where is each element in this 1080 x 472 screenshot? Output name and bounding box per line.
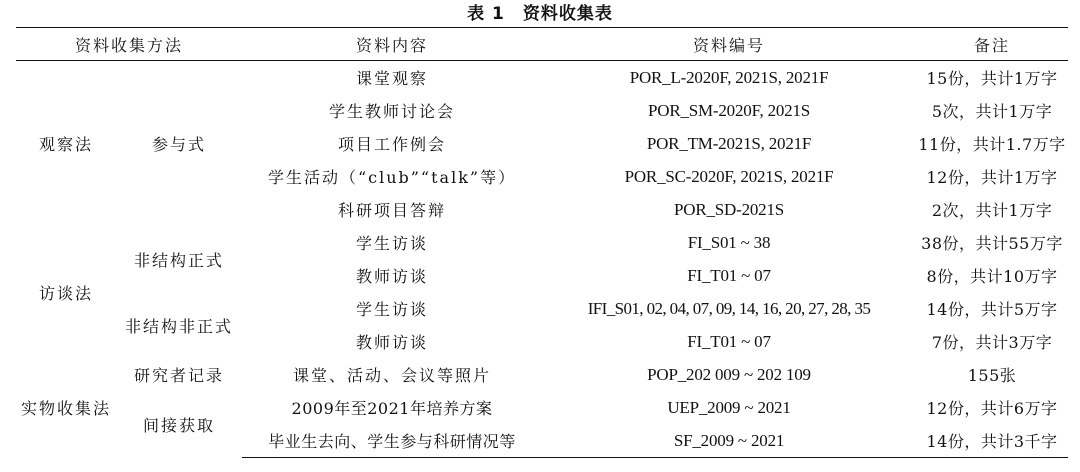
table-number: 表 1 xyxy=(467,4,505,24)
header-note: 备注 xyxy=(916,28,1068,61)
note-cell: 5次，共计1万字 xyxy=(931,102,1053,121)
note-cell: 15份，共计1万字 xyxy=(926,69,1058,88)
code-cell: POP_202 009 ~ 202 109 xyxy=(647,364,811,384)
table-row xyxy=(16,226,1068,259)
header-method: 资料收集方法 xyxy=(16,28,242,61)
note-cell: 14份，共计5万字 xyxy=(926,300,1058,319)
submethod-cell: 间接获取 xyxy=(143,415,216,435)
note-cell: 12份，共计1万字 xyxy=(926,168,1058,187)
code-cell: SF_2009 ~ 2021 xyxy=(542,424,916,458)
content-cell: 2009年至2021年培养方案 xyxy=(291,399,493,418)
note-cell: 14份，共计3千字 xyxy=(916,424,1068,458)
header-row xyxy=(16,28,1068,61)
note-cell: 38份，共计55万字 xyxy=(921,234,1063,253)
content-cell: 学生访谈 xyxy=(356,234,429,253)
method-cell: 实物收集法 xyxy=(20,399,111,419)
table-row xyxy=(16,61,1068,95)
code-cell: FI_S01 ~ 38 xyxy=(687,232,771,252)
header-code: 资料编号 xyxy=(542,28,916,61)
content-cell: 教师访谈 xyxy=(356,267,429,286)
code-cell: POR_L-2020F, 2021S, 2021F xyxy=(629,67,829,87)
table-title: 资料收集表 xyxy=(522,4,613,24)
submethod-cell: 研究者记录 xyxy=(134,366,225,385)
code-cell: UEP_2009 ~ 2021 xyxy=(667,397,791,417)
content-cell: 科研项目答辩 xyxy=(338,201,447,220)
note-cell: 2次，共计1万字 xyxy=(931,201,1053,220)
note-cell: 155张 xyxy=(967,366,1017,385)
table-row xyxy=(16,292,1068,325)
content-cell: 教师访谈 xyxy=(356,333,429,352)
content-cell: 毕业生去向、学生参与科研情况等 xyxy=(242,424,542,458)
table-row xyxy=(16,391,1068,424)
code-cell: FI_T01 ~ 07 xyxy=(687,331,771,351)
note-cell: 12份，共计6万字 xyxy=(926,399,1058,418)
method-cell: 访谈法 xyxy=(38,283,93,303)
submethod-cell: 非结构非正式 xyxy=(125,316,234,336)
code-cell: POR_TM-2021S, 2021F xyxy=(646,133,812,153)
note-cell: 7份，共计3万字 xyxy=(931,333,1053,352)
content-cell: 学生活动（“club”“talk”等） xyxy=(267,168,517,187)
content-cell: 学生访谈 xyxy=(356,300,429,319)
code-cell: FI_T01 ~ 07 xyxy=(687,265,771,285)
header-content: 资料内容 xyxy=(242,28,542,61)
code-cell: POR_SD-2021S xyxy=(674,199,785,219)
submethod-cell: 非结构正式 xyxy=(134,250,225,270)
code-cell: POR_SC-2020F, 2021S, 2021F xyxy=(624,166,834,186)
content-cell: 学生教师讨论会 xyxy=(329,102,456,121)
note-cell: 8份，共计10万字 xyxy=(926,267,1058,286)
content-cell: 课堂观察 xyxy=(356,69,429,88)
note-cell: 11份，共计1.7万字 xyxy=(918,135,1066,154)
table-caption xyxy=(0,3,1080,25)
content-cell: 项目工作例会 xyxy=(338,135,447,154)
table-row xyxy=(16,358,1068,391)
content-cell: 课堂、活动、会议等照片 xyxy=(293,366,492,385)
code-cell: POR_SM-2020F, 2021S xyxy=(647,100,811,120)
method-cell: 观察法 xyxy=(38,135,93,154)
code-cell: IFI_S01, 02, 04, 07, 09, 14, 16, 20, 27, 28, 35 xyxy=(587,298,871,318)
submethod-cell: 参与式 xyxy=(152,135,207,154)
data-collection-table xyxy=(16,27,1068,458)
